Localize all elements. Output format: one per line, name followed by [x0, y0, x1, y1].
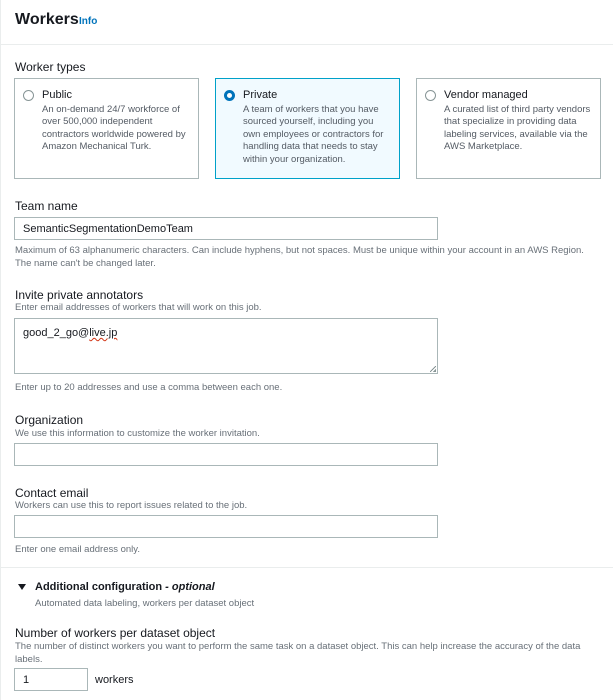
panel-header — [1, 0, 613, 45]
worker-type-public-description: An on-demand 24/7 workforce of over 500,000 independent contractors worldwide powered by Amazon Mechanical Turk. — [42, 104, 186, 153]
workers-per-object-label: Number of workers per dataset object — [15, 626, 216, 640]
contact-email-input[interactable] — [14, 515, 438, 538]
panel-title: Workers — [15, 11, 79, 28]
section-divider — [1, 567, 613, 568]
invite-emails-textarea[interactable] — [14, 318, 438, 374]
team-name-label: Team name — [15, 199, 78, 213]
additional-configuration-subtitle: Automated data labeling, workers per dataset object — [35, 598, 255, 609]
radio-public[interactable] — [23, 90, 34, 101]
radio-vendor-managed[interactable] — [425, 90, 436, 101]
invite-annotators-label: Invite private annotators — [15, 288, 144, 302]
caret-down-icon[interactable] — [18, 584, 26, 590]
radio-private[interactable] — [224, 90, 235, 101]
worker-type-private-title: Private — [243, 89, 278, 101]
worker-type-private-tile[interactable] — [215, 78, 400, 179]
workers-per-object-input[interactable]: 1 — [14, 668, 88, 691]
worker-type-vendor-title: Vendor managed — [444, 89, 528, 101]
resize-grip-icon[interactable] — [430, 366, 436, 372]
organization-label: Organization — [15, 413, 84, 427]
team-name-hint: Maximum of 63 alphanumeric characters. Can include hyphens, but not spaces. Must be unique within your account in an AWS Region. The name can't be changed later. — [15, 245, 584, 269]
additional-configuration-title: Additional configuration — [35, 581, 163, 593]
optional-tag: - optional — [165, 581, 215, 593]
invite-annotators-hint: Enter up to 20 addresses and use a comma between each one. — [15, 382, 283, 393]
invite-email-domain: live.jp — [89, 327, 118, 339]
worker-type-vendor-tile[interactable] — [416, 78, 601, 179]
info-link[interactable]: Info — [79, 16, 98, 27]
organization-description: We use this information to customize the worker invitation. — [15, 428, 260, 439]
additional-configuration-toggle[interactable] — [35, 581, 215, 593]
contact-email-description: Workers can use this to report issues related to the job. — [15, 500, 248, 511]
worker-type-vendor-description: A curated list of third party vendors that specialize in providing data labeling services, available via the AWS Marketplace. — [444, 104, 591, 153]
contact-email-label: Contact email — [15, 486, 89, 500]
workers-per-object-description: The number of distinct workers you want to perform the same task on a dataset object. This can help increase the accuracy of the data labels. — [15, 641, 581, 665]
organization-input[interactable] — [14, 443, 438, 466]
workers-unit-label: workers — [95, 674, 134, 686]
contact-email-hint: Enter one email address only. — [15, 544, 140, 555]
invite-email-local: good_2_go@ — [23, 327, 90, 339]
invite-annotators-description: Enter email addresses of workers that will work on this job. — [15, 302, 262, 313]
worker-type-private-description: A team of workers that you have sourced yourself, including you own employees or contractors for handling data that needs to stay within your organization. — [243, 104, 384, 165]
worker-type-public-title: Public — [42, 89, 72, 101]
worker-type-public-tile[interactable] — [14, 78, 199, 179]
worker-types-label: Worker types — [15, 60, 86, 74]
team-name-input[interactable]: SemanticSegmentationDemoTeam — [14, 217, 438, 240]
